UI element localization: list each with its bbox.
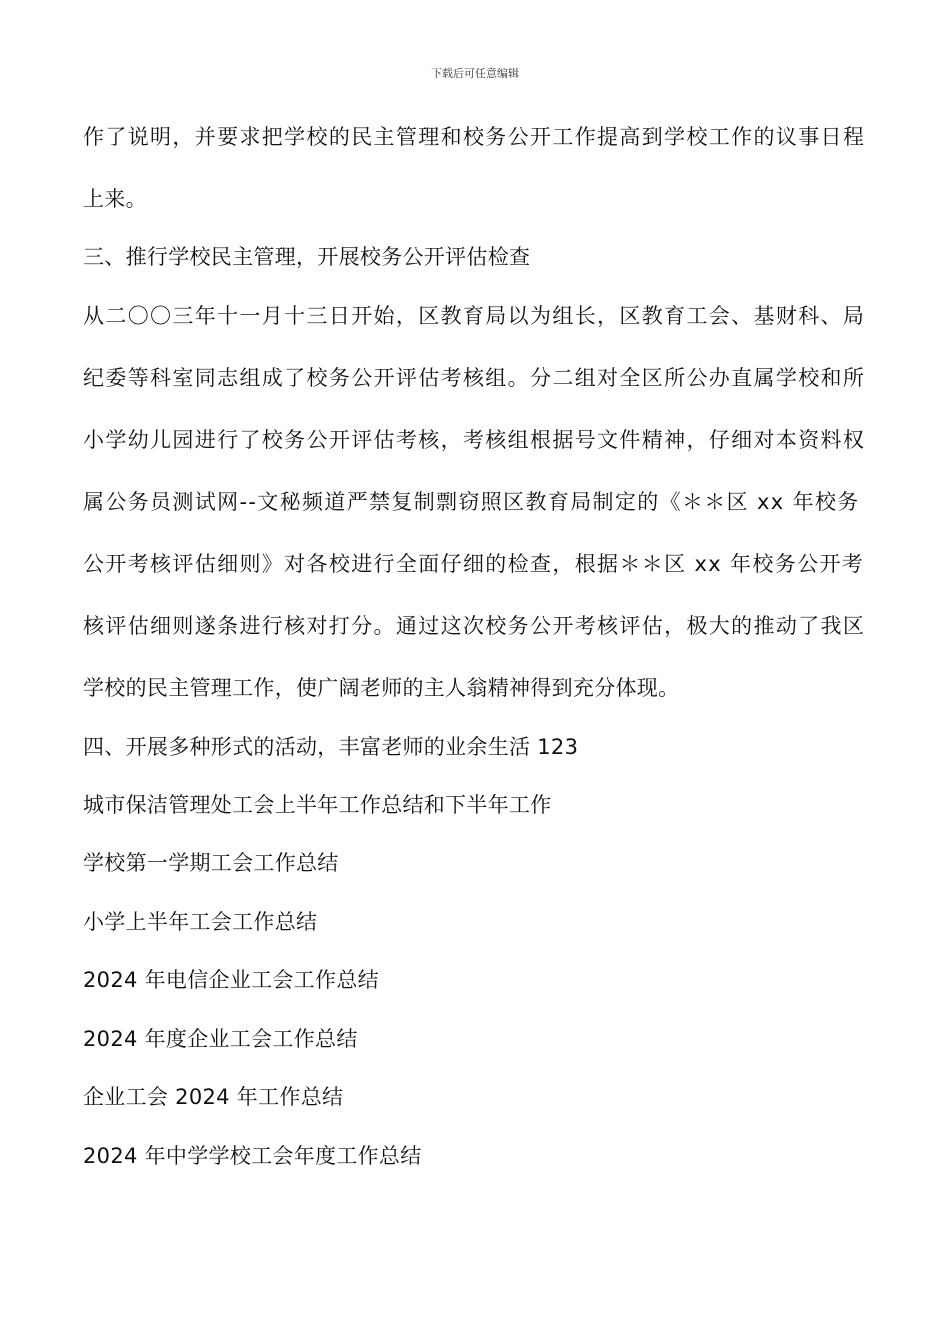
paragraph-line: 上来。 <box>83 187 147 211</box>
related-link[interactable]: 企业工会 2024 年工作总结 <box>83 1085 344 1109</box>
paragraph-line: 纪委等科室同志组成了校务公开评估考核组。分二组对全区所公办直属学校和所 <box>83 366 866 390</box>
related-link[interactable]: 小学上半年工会工作总结 <box>83 910 318 934</box>
page-header: 下载后可任意编辑 <box>431 67 519 80</box>
paragraph-line: 公开考核评估细则》对各校进行全面仔细的检查，根据＊＊区 xx 年校务公开考 <box>83 552 865 576</box>
related-link[interactable]: 学校第一学期工会工作总结 <box>83 851 339 875</box>
related-link[interactable]: 2024 年度企业工会工作总结 <box>83 1027 358 1051</box>
related-link[interactable]: 2024 年中学学校工会年度工作总结 <box>83 1144 422 1168</box>
related-link[interactable]: 城市保洁管理处工会上半年工作总结和下半年工作 <box>83 793 552 817</box>
related-link[interactable]: 2024 年电信企业工会工作总结 <box>83 968 379 992</box>
paragraph-line: 学校的民主管理工作，使广阔老师的主人翁精神得到充分体现。 <box>83 676 680 700</box>
paragraph-line: 核评估细则遂条进行核对打分。通过这次校务公开考核评估，极大的推动了我区 <box>83 614 866 638</box>
paragraph-line: 属公务员测试网--文秘频道严禁复制剽窃照区教育局制定的《＊＊区 xx 年校务 <box>83 490 860 514</box>
section-heading: 四、开展多种形式的活动，丰富老师的业余生活 123 <box>83 735 579 759</box>
paragraph-line: 作了说明，并要求把学校的民主管理和校务公开工作提高到学校工作的议事日程 <box>83 125 866 149</box>
paragraph-line: 小学幼儿园进行了校务公开评估考核，考核组根据号文件精神，仔细对本资料权 <box>83 428 866 452</box>
paragraph-line: 从二〇〇三年十一月十三日开始，区教育局以为组长，区教育工会、基财科、局 <box>83 304 866 328</box>
section-heading: 三、推行学校民主管理，开展校务公开评估检查 <box>83 245 531 269</box>
